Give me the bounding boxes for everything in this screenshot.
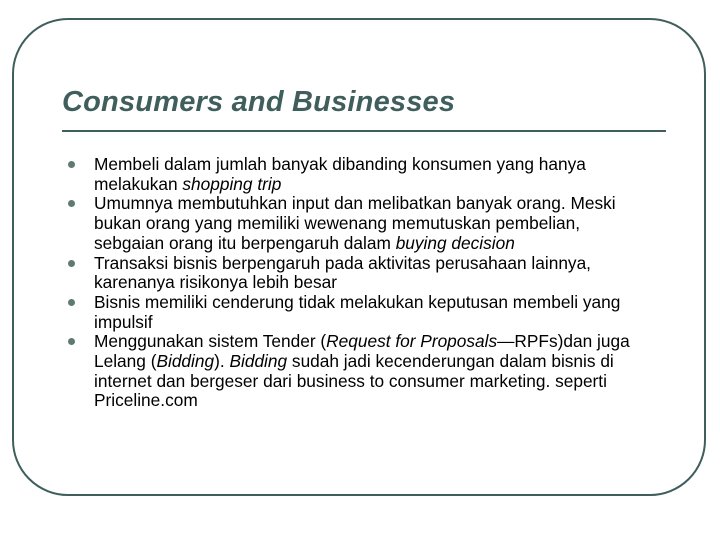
bullet-item	[68, 155, 648, 194]
bullet-dot-icon	[68, 161, 75, 168]
bullet-text-segment: Transaksi bisnis berpengaruh pada aktivitas perusahaan lainnya, karenanya risikonya lebih besar	[94, 252, 591, 293]
bullet-text	[94, 193, 616, 252]
slide-title: Consumers and Businesses	[62, 86, 456, 118]
bullet-text-italic: Bidding	[229, 351, 288, 372]
bullet-dot-icon	[68, 299, 75, 306]
bullet-text-segment: Menggunakan sistem Tender (	[94, 331, 327, 352]
bullet-dot-icon	[68, 200, 75, 207]
bullet-text	[94, 331, 630, 410]
bullet-dot-icon	[68, 338, 75, 345]
bullet-item	[68, 332, 648, 411]
bullet-list	[68, 155, 648, 411]
bullet-text	[94, 292, 620, 332]
bullet-text-segment: —RPFs)dan juga Lelang (	[94, 331, 630, 372]
bullet-text-segment: Umumnya membutuhkan input dan melibatkan banyak orang. Meski bukan orang yang memiliki wewenang memutuskan pembelian, sebgaian orang itu berpengaruh dalam	[94, 193, 616, 253]
bullet-text-italic: Bidding	[156, 351, 215, 372]
title-underline	[62, 130, 666, 132]
bullet-item	[68, 194, 648, 253]
bullet-item	[68, 293, 648, 332]
bullet-item	[68, 254, 648, 293]
bullet-text	[94, 253, 591, 293]
bullet-text-segment: ).	[214, 351, 230, 372]
bullet-text	[94, 154, 586, 194]
bullet-text-segment: Bisnis memiliki cenderung tidak melakukan keputusan membeli yang impulsif	[94, 291, 621, 332]
bullet-text-italic: buying decision	[395, 232, 515, 253]
bullet-dot-icon	[68, 260, 75, 267]
bullet-text-segment: sudah jadi kecenderungan dalam bisnis di internet dan bergeser dari business to consumer marketing. seperti Priceline.com	[94, 351, 614, 411]
bullet-text-segment: Membeli dalam jumlah banyak dibanding konsumen yang hanya melakukan	[94, 154, 586, 194]
bullet-text-italic: shopping trip	[182, 173, 282, 194]
bullet-text-italic: Request for Proposals	[326, 331, 498, 352]
